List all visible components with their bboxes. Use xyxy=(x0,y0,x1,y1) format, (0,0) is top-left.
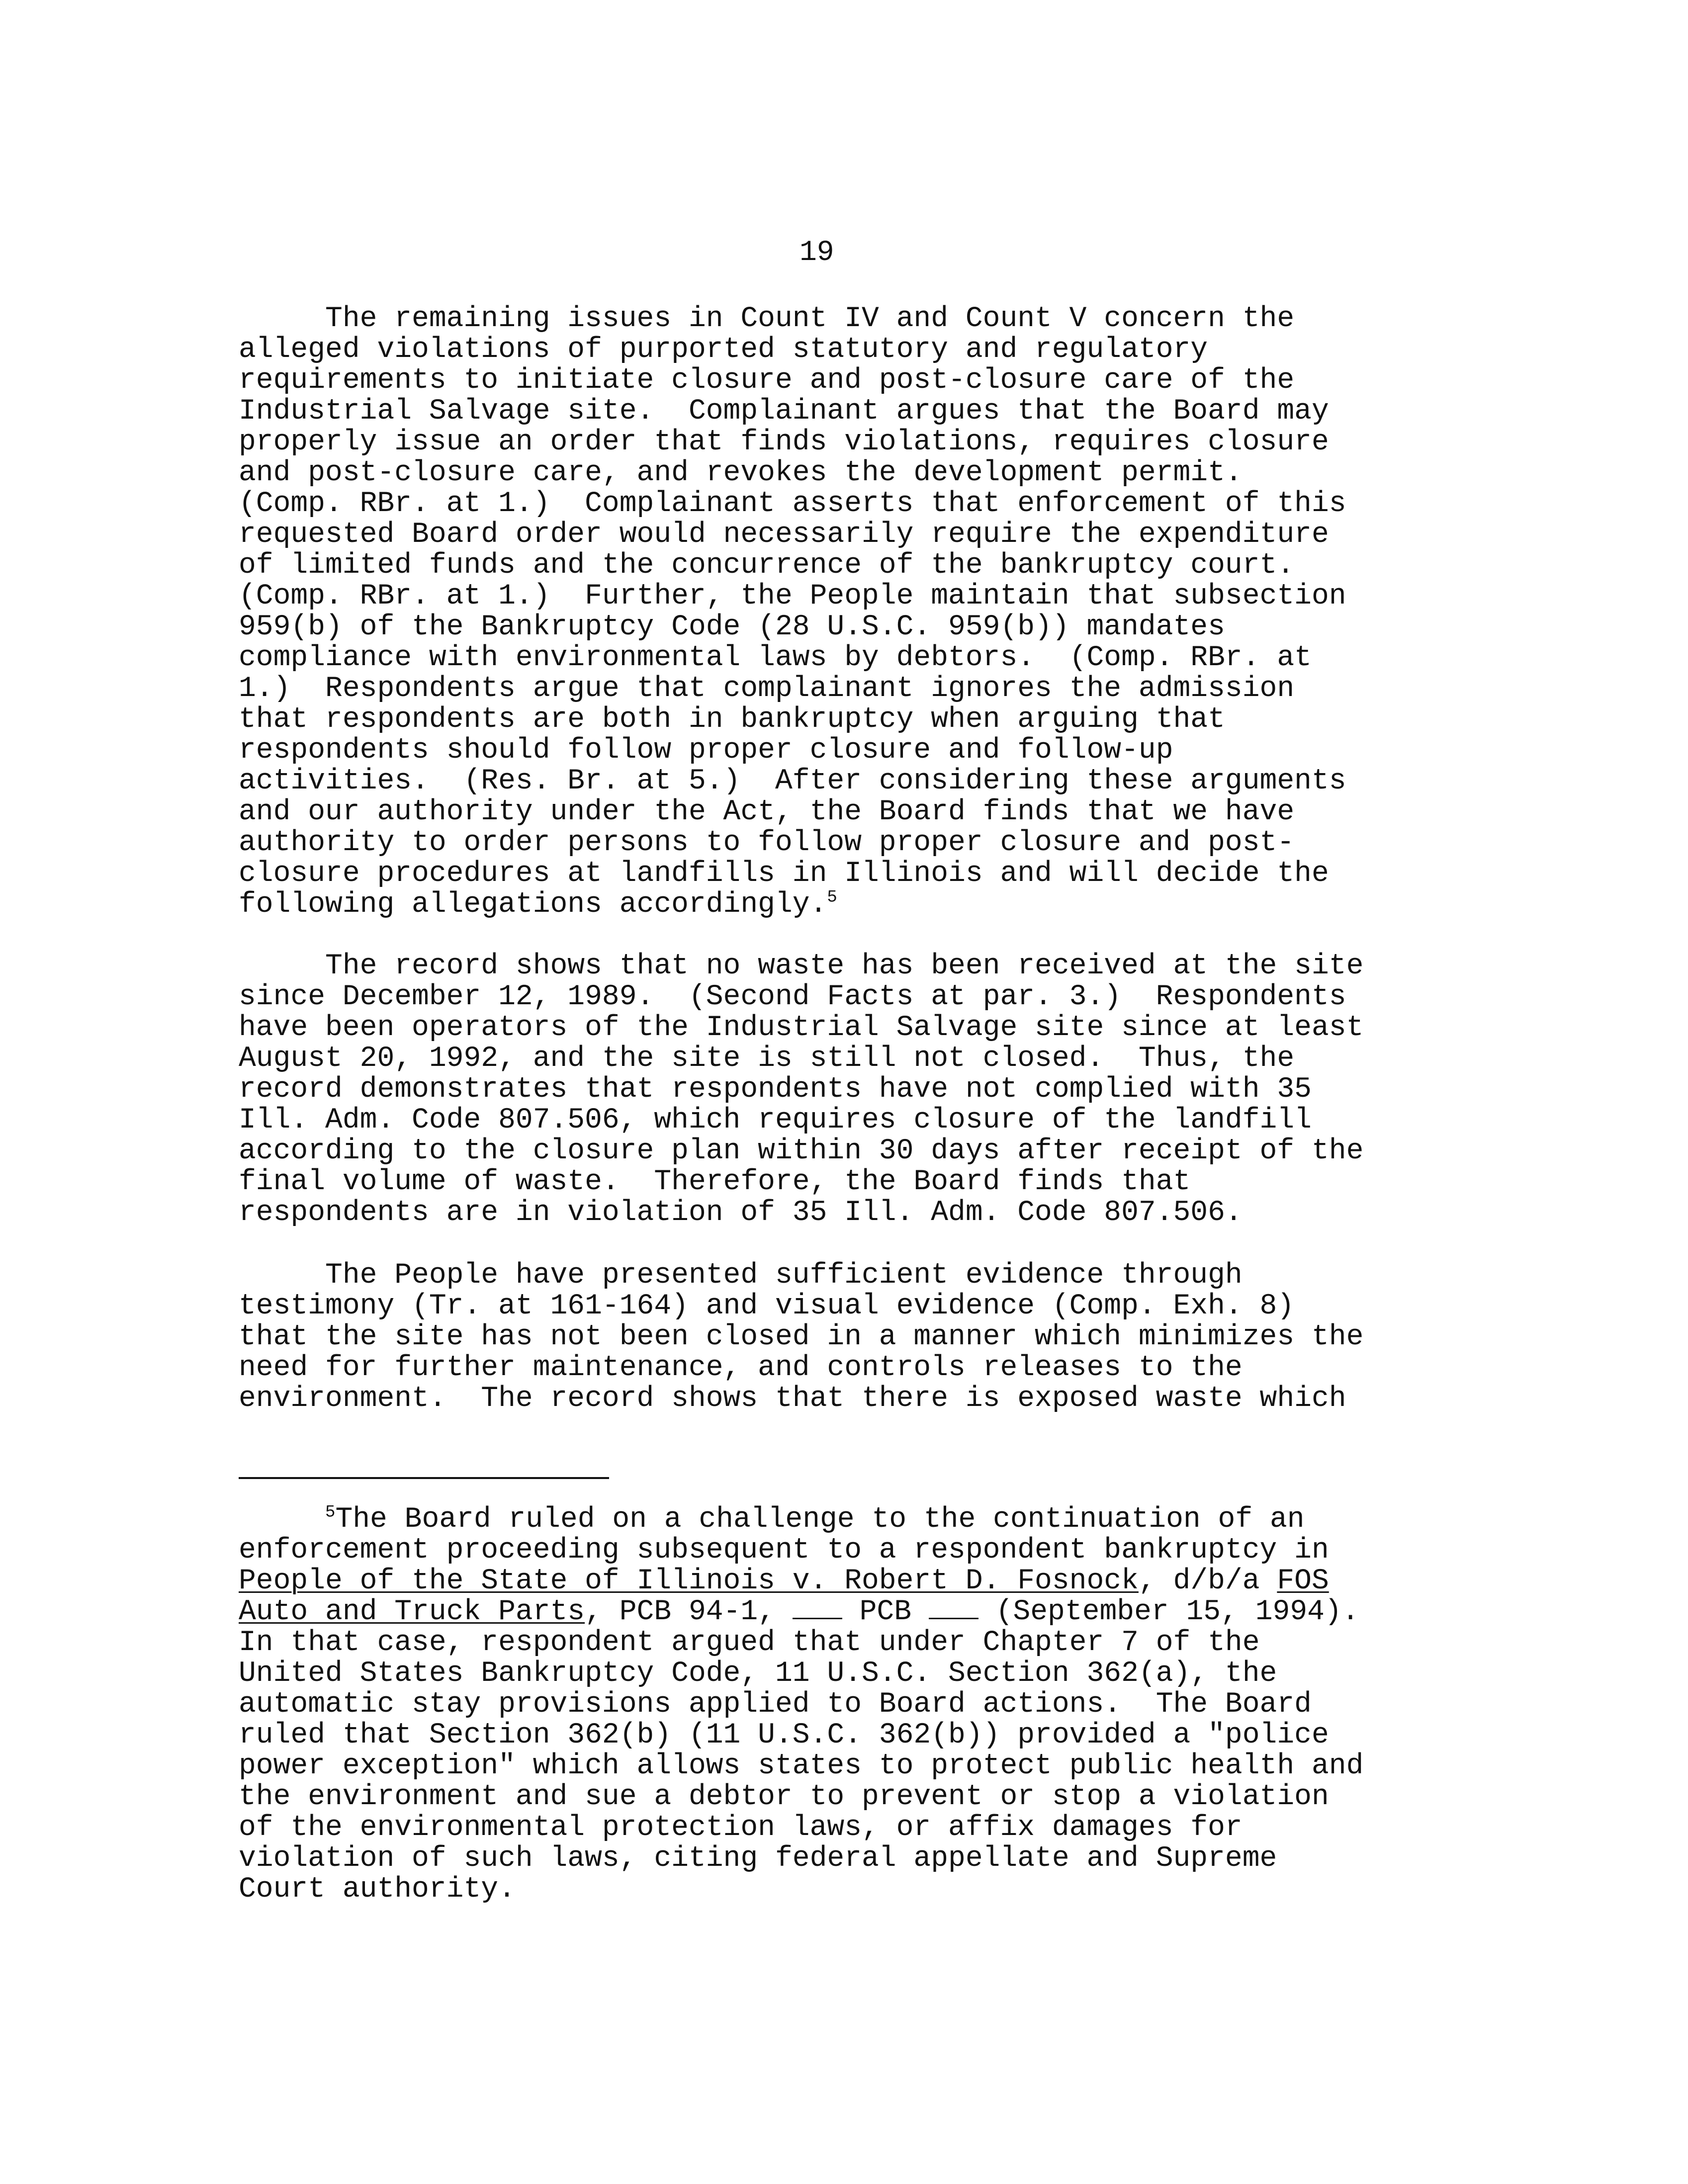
text-line: the environment and sue a debtor to prevent or stop a violation xyxy=(239,1781,1329,1813)
footnote-reference[interactable]: 5 xyxy=(827,888,837,907)
text-line: need for further maintenance, and controls releases to the xyxy=(239,1352,1243,1384)
text-line: 1.) Respondents argue that complainant ignores the admission xyxy=(239,673,1295,705)
text-line: 959(b) of the Bankruptcy Code (28 U.S.C. 959(b)) mandates xyxy=(239,611,1225,643)
text-line: automatic stay provisions applied to Board actions. The Board xyxy=(239,1688,1312,1721)
text-line: that the site has not been closed in a manner which minimizes the xyxy=(239,1321,1364,1353)
footnote-text: PCB xyxy=(842,1596,929,1628)
text-line: (Comp. RBr. at 1.) Complainant asserts that enforcement of this xyxy=(239,488,1346,520)
case-name: People of the State of Illinois v. Robert D. Fosnock xyxy=(239,1565,1139,1597)
text-line: requirements to initiate closure and post-closure care of the xyxy=(239,364,1295,397)
footnote-marker: 5 xyxy=(325,1503,336,1522)
text-line: Industrial Salvage site. Complainant argues that the Board may xyxy=(239,395,1329,428)
text-line: alleged violations of purported statutory and regulatory xyxy=(239,334,1208,366)
text-line: and post-closure care, and revokes the development permit. xyxy=(239,457,1243,489)
text-line: compliance with environmental laws by debtors. (Comp. RBr. at xyxy=(239,642,1312,674)
text-line: requested Board order would necessarily require the expenditure xyxy=(239,519,1329,551)
footnote-divider xyxy=(239,1477,609,1479)
text-line: enforcement proceeding subsequent to a respondent bankruptcy in xyxy=(239,1534,1329,1567)
text-line: United States Bankruptcy Code, 11 U.S.C. Section 362(a), the xyxy=(239,1658,1277,1690)
text-line: and our authority under the Act, the Board finds that we have xyxy=(239,796,1295,828)
footnote-text: , d/b/a xyxy=(1138,1565,1277,1597)
text-line: authority to order persons to follow proper closure and post- xyxy=(239,827,1295,859)
text-line: testimony (Tr. at 161-164) and visual evidence (Comp. Exh. 8) xyxy=(239,1290,1295,1322)
text-line: violation of such laws, citing federal appellate and Supreme xyxy=(239,1842,1277,1875)
text-line: of limited funds and the concurrence of the bankruptcy court. xyxy=(239,549,1295,582)
text-line: final volume of waste. Therefore, the Board finds that xyxy=(239,1166,1191,1198)
business-name: FOS xyxy=(1277,1565,1329,1597)
text-line: of the environmental protection laws, or affix damages for xyxy=(239,1812,1243,1844)
text-line: Court authority. xyxy=(239,1873,516,1906)
text-line: ruled that Section 362(b) (11 U.S.C. 362(b)) provided a "police xyxy=(239,1719,1329,1751)
footnote-text: (September 15, 1994). xyxy=(978,1596,1359,1628)
text-line: respondents are in violation of 35 Ill. Adm. Code 807.506. xyxy=(239,1197,1243,1229)
text-line: activities. (Res. Br. at 5.) After considering these arguments xyxy=(239,765,1346,797)
text-line: closure procedures at landfills in Illinois and will decide the xyxy=(239,858,1329,890)
text-line xyxy=(239,1565,1329,1597)
text-line: The People have presented sufficient evidence through xyxy=(239,1259,1243,1292)
text-line: according to the closure plan within 30 days after receipt of the xyxy=(239,1135,1364,1167)
text-line: have been operators of the Industrial Salvage site since at least xyxy=(239,1012,1364,1044)
text-line: record demonstrates that respondents have not complied with 35 xyxy=(239,1073,1312,1106)
text-line: August 20, 1992, and the site is still not closed. Thus, the xyxy=(239,1043,1295,1075)
paragraph-people-evidence xyxy=(239,1260,1492,1414)
citation-blank xyxy=(793,1598,842,1619)
text-line: power exception" which allows states to protect public health and xyxy=(239,1750,1364,1782)
text-line: since December 12, 1989. (Second Facts at par. 3.) Respondents xyxy=(239,981,1346,1013)
business-name: Auto and Truck Parts xyxy=(239,1596,585,1628)
text-line: In that case, respondent argued that under Chapter 7 of the xyxy=(239,1627,1260,1659)
footnote xyxy=(239,1504,1492,1905)
text-line xyxy=(239,1596,1359,1628)
footnote-text: The Board ruled on a challenge to the continuation of an xyxy=(335,1503,1305,1536)
paragraph-remaining-issues xyxy=(239,304,1492,920)
page-number: 19 xyxy=(800,237,834,269)
text-line: (Comp. RBr. at 1.) Further, the People maintain that subsection xyxy=(239,580,1346,612)
text-line: environment. The record shows that there is exposed waste which xyxy=(239,1383,1346,1415)
text-line: The record shows that no waste has been received at the site xyxy=(239,950,1364,982)
text-line: Ill. Adm. Code 807.506, which requires closure of the landfill xyxy=(239,1104,1312,1136)
footnote-text: , PCB 94-1, xyxy=(585,1596,793,1628)
text-line: that respondents are both in bankruptcy when arguing that xyxy=(239,703,1225,736)
paragraph-record-shows xyxy=(239,951,1492,1228)
citation-blank xyxy=(929,1598,978,1619)
text-line: respondents should follow proper closure and follow-up xyxy=(239,734,1173,767)
text-line: following allegations accordingly. xyxy=(239,888,827,921)
text-line: properly issue an order that finds violations, requires closure xyxy=(239,426,1329,458)
text-line: The remaining issues in Count IV and Count V concern the xyxy=(239,303,1295,335)
text-line xyxy=(239,1503,1305,1536)
